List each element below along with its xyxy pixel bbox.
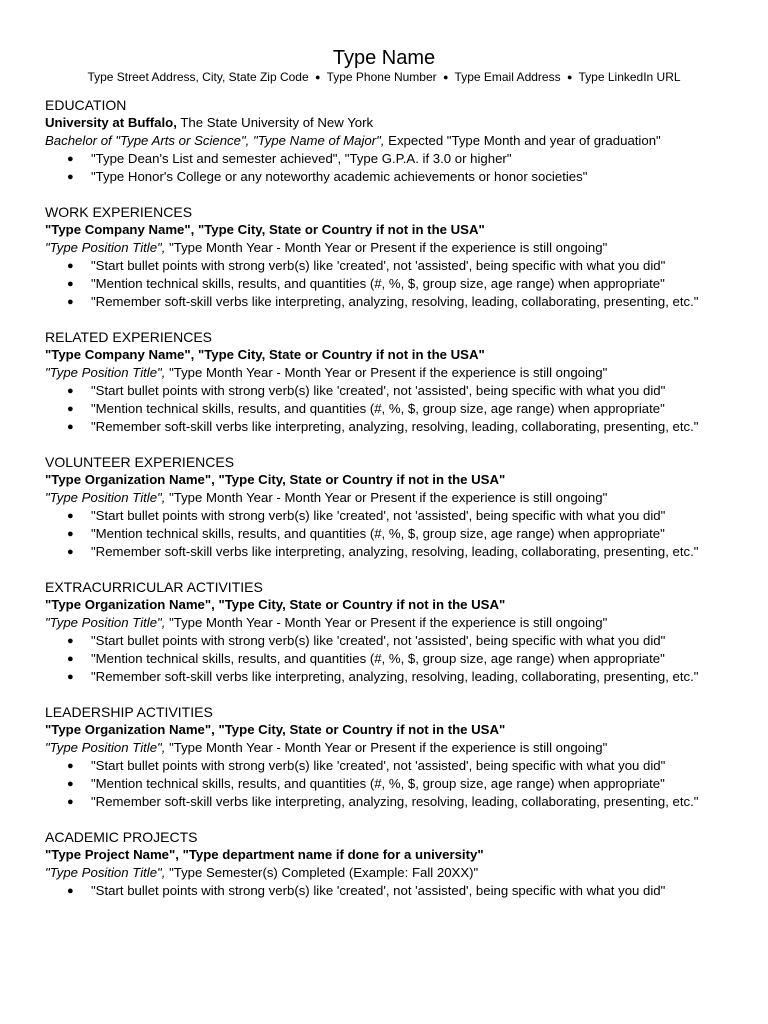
bullet-separator-icon: ● (566, 72, 573, 82)
bullet-icon: ● (67, 885, 74, 897)
bullet-list (45, 632, 725, 686)
contact-line (0, 69, 768, 86)
university-line (45, 114, 725, 132)
position-line (45, 489, 725, 507)
organization-line: "Type Company Name", "Type City, State or Country if not in the USA" (45, 222, 485, 237)
list-item (67, 882, 725, 900)
work-section (45, 203, 725, 311)
section-title: EXTRACURRICULAR ACTIVITIES (45, 579, 263, 595)
bullet-text: "Start bullet points with strong verb(s) like 'created', not 'assisted', being specific with what you did" (91, 258, 666, 273)
bullet-list (45, 382, 725, 436)
bullet-text: "Start bullet points with strong verb(s) like 'created', not 'assisted', being specific with what you did" (91, 383, 666, 398)
organization-line: "Type Project Name", "Type department name if done for a university" (45, 847, 484, 862)
position-dates: "Type Month Year - Month Year or Present if the experience is still ongoing" (165, 490, 608, 505)
position-title: "Type Position Title", (45, 740, 166, 755)
list-item (67, 775, 725, 793)
university-name: University at Buffalo, (45, 115, 177, 130)
bullet-text: "Remember soft-skill verbs like interpreting, analyzing, resolving, leading, collaborating, presenting, etc." (91, 794, 699, 809)
bullet-icon: ● (67, 403, 74, 415)
bullet-separator-icon: ● (442, 72, 449, 82)
extracurricular-section (45, 578, 725, 686)
list-item (67, 525, 725, 543)
list-item (67, 543, 725, 561)
bullet-text: "Start bullet points with strong verb(s) like 'created', not 'assisted', being specific with what you did" (91, 758, 666, 773)
bullet-icon: ● (67, 528, 74, 540)
bullet-text: "Mention technical skills, results, and quantities (#, %, $, group size, age range) when appropriate" (91, 651, 665, 666)
section-title: RELATED EXPERIENCES (45, 329, 213, 345)
bullet-text: "Mention technical skills, results, and quantities (#, %, $, group size, age range) when appropriate" (91, 776, 665, 791)
position-line (45, 239, 725, 257)
list-item (67, 257, 725, 275)
bullet-icon: ● (67, 171, 74, 183)
resume-sections (45, 96, 725, 917)
list-item (67, 293, 725, 311)
projects-section (45, 828, 725, 900)
section-title: LEADERSHIP ACTIVITIES (45, 704, 213, 720)
resume-name: Type Name (332, 47, 436, 69)
position-title: "Type Position Title", (45, 490, 166, 505)
bullet-list (45, 882, 725, 900)
bullet-text: "Mention technical skills, results, and quantities (#, %, $, group size, age range) when appropriate" (91, 401, 665, 416)
bullet-text: "Type Honor's College or any noteworthy academic achievements or honor societies" (91, 169, 588, 184)
bullet-icon: ● (67, 778, 74, 790)
bullet-text: "Remember soft-skill verbs like interpreting, analyzing, resolving, leading, collaborating, presenting, etc." (91, 544, 699, 559)
position-dates: "Type Month Year - Month Year or Present if the experience is still ongoing" (165, 365, 608, 380)
bullet-separator-icon: ● (315, 72, 321, 82)
bullet-icon: ● (67, 296, 74, 308)
bullet-text: "Mention technical skills, results, and quantities (#, %, $, group size, age range) when appropriate" (91, 276, 665, 291)
bullet-list (45, 757, 725, 811)
position-dates: "Type Month Year - Month Year or Present if the experience is still ongoing" (165, 740, 608, 755)
list-item (67, 757, 725, 775)
list-item (67, 668, 725, 686)
bullet-icon: ● (67, 260, 74, 272)
position-line (45, 364, 725, 382)
bullet-icon: ● (67, 635, 74, 647)
bullet-text: "Mention technical skills, results, and quantities (#, %, $, group size, age range) when appropriate" (91, 526, 665, 541)
list-item (67, 400, 725, 418)
section-title: ACADEMIC PROJECTS (45, 829, 198, 845)
position-line (45, 739, 725, 757)
list-item (67, 507, 725, 525)
leadership-section (45, 703, 725, 811)
list-item (67, 793, 725, 811)
bullet-icon: ● (67, 546, 74, 558)
bullet-icon: ● (67, 153, 74, 165)
bullet-list (45, 257, 725, 311)
organization-line: "Type Organization Name", "Type City, State or Country if not in the USA" (45, 722, 506, 737)
contact-phone: Type Phone Number (326, 70, 437, 84)
bullet-icon: ● (67, 421, 74, 433)
list-item (67, 382, 725, 400)
list-item (67, 632, 725, 650)
bullet-icon: ● (67, 385, 74, 397)
section-title: VOLUNTEER EXPERIENCES (45, 454, 235, 470)
position-title: "Type Position Title", (45, 615, 166, 630)
position-line (45, 614, 725, 632)
contact-email: Type Email Address (454, 70, 561, 84)
university-detail: The State University of New York (176, 115, 374, 130)
volunteer-section (45, 453, 725, 561)
degree-detail: Expected "Type Month and year of graduation" (384, 133, 661, 148)
bullet-icon: ● (67, 653, 74, 665)
position-dates: "Type Month Year - Month Year or Present if the experience is still ongoing" (165, 615, 608, 630)
position-title: "Type Position Title", (45, 865, 166, 880)
position-title: "Type Position Title", (45, 365, 166, 380)
bullet-text: "Remember soft-skill verbs like interpreting, analyzing, resolving, leading, collaborating, presenting, etc." (91, 294, 699, 309)
list-item (67, 418, 725, 436)
organization-line: "Type Company Name", "Type City, State or Country if not in the USA" (45, 347, 485, 362)
organization-line: "Type Organization Name", "Type City, State or Country if not in the USA" (45, 472, 506, 487)
degree-line (45, 132, 725, 150)
degree-name: Bachelor of "Type Arts or Science", "Type Name of Major", (45, 133, 385, 148)
list-item (67, 275, 725, 293)
position-title: "Type Position Title", (45, 240, 166, 255)
position-dates: "Type Semester(s) Completed (Example: Fall 20XX)" (165, 865, 479, 880)
bullet-text: "Start bullet points with strong verb(s) like 'created', not 'assisted', being specific with what you did" (91, 883, 666, 898)
related-section (45, 328, 725, 436)
bullet-list (45, 150, 725, 186)
bullet-text: "Type Dean's List and semester achieved", "Type G.P.A. if 3.0 or higher" (91, 151, 512, 166)
section-title: EDUCATION (45, 97, 127, 113)
bullet-icon: ● (67, 278, 74, 290)
contact-linkedin: Type LinkedIn URL (578, 70, 681, 84)
bullet-icon: ● (67, 796, 74, 808)
bullet-icon: ● (67, 671, 74, 683)
list-item (67, 650, 725, 668)
bullet-list (45, 507, 725, 561)
bullet-text: "Remember soft-skill verbs like interpreting, analyzing, resolving, leading, collaborating, presenting, etc." (91, 419, 699, 434)
position-line (45, 864, 725, 882)
position-dates: "Type Month Year - Month Year or Present if the experience is still ongoing" (165, 240, 608, 255)
bullet-text: "Remember soft-skill verbs like interpreting, analyzing, resolving, leading, collaborating, presenting, etc." (91, 669, 699, 684)
education-section (45, 96, 725, 186)
section-title: WORK EXPERIENCES (45, 204, 193, 220)
list-item (67, 150, 725, 168)
bullet-text: "Start bullet points with strong verb(s) like 'created', not 'assisted', being specific with what you did" (91, 508, 666, 523)
organization-line: "Type Organization Name", "Type City, State or Country if not in the USA" (45, 597, 506, 612)
bullet-text: "Start bullet points with strong verb(s) like 'created', not 'assisted', being specific with what you did" (91, 633, 666, 648)
contact-address: Type Street Address, City, State Zip Code (87, 70, 309, 84)
list-item (67, 168, 725, 186)
bullet-icon: ● (67, 760, 74, 772)
bullet-icon: ● (67, 510, 74, 522)
